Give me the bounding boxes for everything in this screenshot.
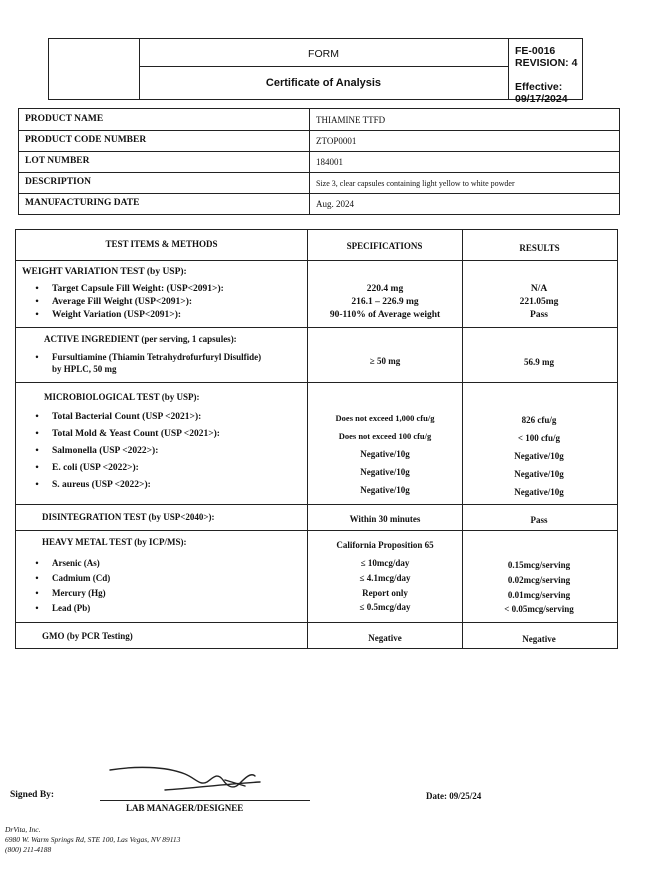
manufacturing-date-value: Aug. 2024 xyxy=(316,199,354,209)
list-item: • Arsenic (As) xyxy=(35,558,100,568)
product-info-table xyxy=(18,108,620,215)
result-value: Pass xyxy=(530,310,548,320)
result-value: Negative xyxy=(522,634,556,644)
product-row xyxy=(19,130,619,152)
result-value: 0.15mcg/serving xyxy=(507,560,571,570)
spec-value: Negative/10g xyxy=(360,449,410,459)
column-header-results: RESULTS xyxy=(519,243,560,253)
list-item-continuation: by HPLC, 50 mg xyxy=(52,364,117,374)
list-item: • Fursultiamine (Thiamin Tetrahydrofurfuryl Disulfide) xyxy=(35,352,262,362)
spec-value: ≤ 10mcg/day xyxy=(360,558,410,568)
spec-value: Negative xyxy=(368,633,402,643)
list-item: • Cadmium (Cd) xyxy=(35,573,111,583)
spec-value: Within 30 minutes xyxy=(349,514,421,524)
column-header-specifications: SPECIFICATIONS xyxy=(346,241,423,251)
list-item: • Weight Variation (USP<2091>): xyxy=(35,310,182,320)
spec-value: ≤ 4.1mcg/day xyxy=(359,573,411,583)
signature-line xyxy=(100,800,310,801)
revision: REVISION: 4 xyxy=(515,57,578,69)
document-number: FE-0016 xyxy=(515,45,556,57)
list-item: • Lead (Pb) xyxy=(35,603,91,613)
result-value: N/A xyxy=(530,284,548,294)
company-name: DrVita, Inc. xyxy=(5,825,41,834)
product-row xyxy=(19,172,619,194)
gmo-title: GMO (by PCR Testing) xyxy=(42,631,133,641)
document-number-block xyxy=(515,45,577,69)
signature-date: Date: 09/25/24 xyxy=(426,791,482,801)
list-item: • Average Fill Weight (USP<2091>): xyxy=(35,297,193,307)
result-value: Negative/10g xyxy=(514,487,564,497)
product-code-value: ZTOP0001 xyxy=(316,136,357,146)
result-value: Negative/10g xyxy=(514,469,564,479)
product-name-label: PRODUCT NAME xyxy=(25,114,104,124)
lot-number-label: LOT NUMBER xyxy=(25,156,90,166)
active-ingredient-title: ACTIVE INGREDIENT (per serving, 1 capsules): xyxy=(44,334,237,344)
test-results-table xyxy=(15,229,618,649)
product-code-label: PRODUCT CODE NUMBER xyxy=(25,135,147,145)
spec-value: Negative/10g xyxy=(360,467,410,477)
result-value: 0.02mcg/serving xyxy=(507,575,571,585)
description-value: Size 3, clear capsules containing light yellow to white powder xyxy=(316,179,515,188)
spec-value: Does not exceed 1,000 cfu/g xyxy=(335,413,435,423)
result-value: 826 cfu/g xyxy=(521,415,557,425)
product-row xyxy=(19,151,619,173)
list-item: • S. aureus (USP <2022>): xyxy=(35,480,151,490)
result-value: Pass xyxy=(530,515,548,525)
document-title: Certificate of Analysis xyxy=(265,77,382,89)
list-item: • E. coli (USP <2022>): xyxy=(35,463,139,473)
result-value: 56.9 mg xyxy=(524,357,554,367)
result-value: 221.05mg xyxy=(519,297,559,307)
microbiological-title: MICROBIOLOGICAL TEST (by USP): xyxy=(44,392,200,402)
spec-value: 90-110% of Average weight xyxy=(329,310,441,320)
header-blank-cell xyxy=(49,39,140,99)
effective-date: Effective: 09/17/2024 xyxy=(515,81,568,105)
weight-variation-title: WEIGHT VARIATION TEST (by USP): xyxy=(22,267,187,277)
signer-title: LAB MANAGER/DESIGNEE xyxy=(126,803,244,813)
spec-value: ≤ 0.5mcg/day xyxy=(359,602,411,612)
list-item: • Salmonella (USP <2022>): xyxy=(35,446,159,456)
list-item: • Target Capsule Fill Weight: (USP<2091>): xyxy=(35,284,224,294)
description-label: DESCRIPTION xyxy=(25,177,91,187)
spec-value: Does not exceed 100 cfu/g xyxy=(338,431,432,441)
heavy-metal-title: HEAVY METAL TEST (by ICP/MS): xyxy=(42,537,187,547)
result-value: < 0.05mcg/serving xyxy=(504,604,574,614)
spec-value: 220.4 mg xyxy=(366,284,404,294)
spec-header: California Proposition 65 xyxy=(336,540,434,550)
spec-value: Report only xyxy=(362,588,408,598)
signature-image xyxy=(105,760,265,800)
spec-value: Negative/10g xyxy=(360,485,410,495)
list-item: • Total Bacterial Count (USP <2021>): xyxy=(35,412,202,422)
lot-number-value: 184001 xyxy=(316,157,343,167)
signed-by-label: Signed By: xyxy=(10,790,55,800)
form-label: FORM xyxy=(308,48,339,60)
disintegration-title: DISINTEGRATION TEST (by USP<2040>): xyxy=(42,512,215,522)
list-item: • Mercury (Hg) xyxy=(35,588,106,598)
list-item: • Total Mold & Yeast Count (USP <2021>): xyxy=(35,429,220,439)
spec-value: 216.1 – 226.9 mg xyxy=(351,297,419,307)
company-phone: (800) 211-4188 xyxy=(5,845,52,854)
spec-value: ≥ 50 mg xyxy=(369,356,401,366)
product-row xyxy=(19,193,619,214)
result-value: Negative/10g xyxy=(514,451,564,461)
company-address: 6980 W. Warm Springs Rd, STE 100, Las Vegas, NV 89113 xyxy=(5,835,181,844)
column-header-tests: TEST ITEMS & METHODS xyxy=(105,239,218,249)
product-name-value: THIAMINE TTFD xyxy=(316,115,386,125)
result-value: 0.01mcg/serving xyxy=(507,590,571,600)
result-value: < 100 cfu/g xyxy=(517,433,561,443)
manufacturing-date-label: MANUFACTURING DATE xyxy=(25,198,140,208)
form-header xyxy=(48,38,583,105)
product-row xyxy=(19,109,619,131)
